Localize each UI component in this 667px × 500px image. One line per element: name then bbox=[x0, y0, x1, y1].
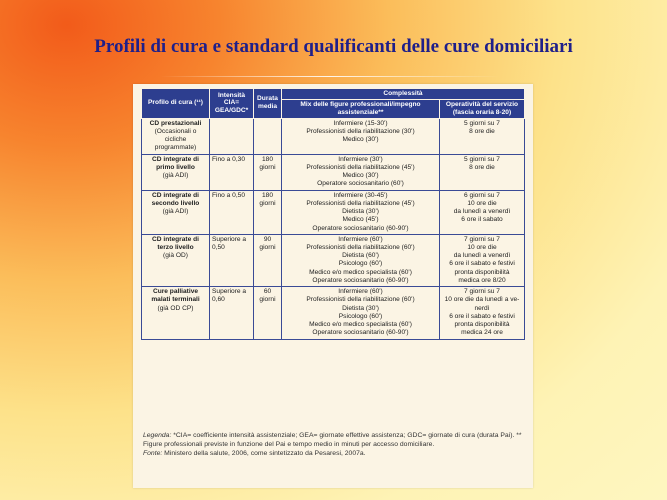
cell-profilo bbox=[142, 234, 210, 286]
legend-text: *CIA= coefficiente intensità assistenziale; GEA= giornate effettive assistenza; GDC= giornate di cura (durata Pai). ** Figure professionali previste in funzione del Pai e tempo medio in minuti per accesso domiciliare. bbox=[143, 432, 522, 448]
mix-item: Medico (45') bbox=[342, 216, 379, 224]
cell-operativita bbox=[440, 154, 525, 190]
mix-item: Dietista (30') bbox=[342, 208, 379, 216]
operativita-item: 6 ore il sabato e festivi bbox=[449, 312, 515, 320]
profilo-note: (già ADI) bbox=[162, 208, 189, 216]
cell-operativita bbox=[440, 234, 525, 286]
cell-mix bbox=[282, 118, 440, 154]
mix-item: Infermiere (30-45') bbox=[333, 191, 388, 199]
operativita-item: 10 ore die bbox=[467, 244, 497, 251]
profilo-name: Cure palliative malati terminali bbox=[151, 288, 200, 304]
mix-item: Professionisti della riabilitazione (45') bbox=[306, 199, 415, 207]
header-operativita: Operatività del servizio (fascia oraria 8-20) bbox=[440, 99, 525, 118]
operativita-item: da lunedì a venerdì bbox=[453, 252, 511, 260]
profilo-name: CD integrate di terzo livello bbox=[152, 235, 199, 251]
operativita-item: pronta disponibilità bbox=[454, 268, 510, 276]
mix-item: Medico e/o medico specialista (60') bbox=[309, 268, 412, 276]
mix-item: Dietista (30') bbox=[342, 304, 379, 312]
operativita-item: 6 giorni su 7 bbox=[464, 191, 500, 199]
table-row bbox=[142, 287, 525, 339]
cell-durata: 60 giorni bbox=[254, 287, 282, 339]
operativita-item: 6 ore il sabato bbox=[461, 216, 503, 224]
source-label: Fonte: bbox=[143, 449, 163, 457]
mix-item: Medico e/o medico specialista (60') bbox=[309, 321, 412, 329]
operativita-item: 6 ore il sabato e festivi bbox=[449, 260, 515, 268]
mix-item: Operatore sociosanitario (60-90') bbox=[312, 224, 409, 232]
care-profiles-table bbox=[141, 88, 525, 340]
legend-label: Legenda: bbox=[143, 432, 172, 439]
header-profilo: Profilo di cura (¹¹) bbox=[142, 89, 210, 119]
mix-item: Dietista (60') bbox=[342, 252, 379, 260]
cell-intensita: Superiore a 0,50 bbox=[210, 234, 254, 286]
cell-profilo bbox=[142, 287, 210, 339]
operativita-item: 7 giorni su 7 bbox=[464, 288, 500, 296]
mix-item: Medico (30') bbox=[342, 172, 379, 180]
mix-item: Infermiere (60') bbox=[338, 235, 383, 243]
profilo-note: cicliche bbox=[164, 136, 187, 144]
cell-profilo bbox=[142, 154, 210, 190]
profilo-name: CD integrate di secondo livello bbox=[151, 191, 200, 207]
operativita-item: 10 ore die bbox=[467, 199, 497, 207]
cell-profilo bbox=[142, 118, 210, 154]
mix-item: Operatore sociosanitario (60-90') bbox=[312, 276, 409, 284]
cell-intensita: Superiore a 0,60 bbox=[210, 287, 254, 339]
cell-operativita bbox=[440, 190, 525, 234]
operativita-item: 8 ore die bbox=[469, 163, 495, 171]
operativita-item: medica 24 ore bbox=[461, 329, 503, 337]
profilo-name: CD prestazionali bbox=[149, 119, 202, 127]
mix-item: Professionisti della riabilitazione (30') bbox=[306, 127, 415, 135]
operativita-item: 10 ore die da lunedì a ve- bbox=[444, 296, 520, 304]
slide-title: Profili di cura e standard qualificanti delle cure domiciliari bbox=[94, 36, 573, 57]
operativita-item: 8 ore die bbox=[469, 127, 495, 135]
mix-item: Infermiere (15-30') bbox=[333, 119, 388, 127]
profilo-note: (già OD CP) bbox=[157, 304, 194, 312]
profilo-note: programmate) bbox=[154, 144, 197, 152]
table-row bbox=[142, 190, 525, 234]
profilo-note: (Occasionali o bbox=[154, 127, 197, 135]
profilo-name: CD integrate di primo livello bbox=[152, 155, 199, 171]
cell-operativita bbox=[440, 118, 525, 154]
profilo-note: (già ADI) bbox=[162, 172, 189, 180]
header-mix: Mix delle figure professionali/impegno assistenziale** bbox=[282, 99, 440, 118]
operativita-item: 7 giorni su 7 bbox=[464, 235, 500, 243]
mix-item: Psicologo (60') bbox=[338, 260, 383, 268]
title-divider bbox=[160, 76, 500, 77]
mix-item: Professionisti della riabilitazione (45') bbox=[306, 163, 415, 171]
header-intensita-sub: CIA= GEA/GDC* bbox=[214, 99, 249, 115]
cell-profilo bbox=[142, 190, 210, 234]
cell-durata: 90 giorni bbox=[254, 234, 282, 286]
mix-item: Medico (30') bbox=[342, 136, 379, 144]
cell-durata: 180 giorni bbox=[254, 190, 282, 234]
mix-item: Operatore sociosanitario (60-90') bbox=[312, 329, 409, 337]
cell-intensita bbox=[210, 118, 254, 154]
operativita-item: medica ore 8/20 bbox=[458, 276, 506, 284]
operativita-item: nerdì bbox=[474, 304, 490, 312]
cell-operativita bbox=[440, 287, 525, 339]
operativita-item: da lunedì a venerdì bbox=[453, 208, 511, 216]
source-text: Ministero della salute, 2006, come sintetizzato da Pesaresi, 2007a. bbox=[164, 449, 366, 457]
mix-item: Professionisti della riabilitazione (60') bbox=[306, 244, 415, 251]
cell-mix bbox=[282, 287, 440, 339]
header-intensita bbox=[210, 89, 254, 119]
mix-item: Operatore sociosanitario (60') bbox=[317, 180, 404, 188]
operativita-item: 5 giorni su 7 bbox=[464, 119, 500, 127]
cell-intensita: Fino a 0,50 bbox=[210, 190, 254, 234]
cell-durata bbox=[254, 118, 282, 154]
table-row bbox=[142, 154, 525, 190]
cell-mix bbox=[282, 234, 440, 286]
mix-item: Infermiere (60') bbox=[338, 288, 383, 296]
operativita-item: 5 giorni su 7 bbox=[464, 155, 500, 163]
cell-mix bbox=[282, 190, 440, 234]
cell-intensita: Fino a 0,30 bbox=[210, 154, 254, 190]
mix-item: Infermiere (30') bbox=[338, 155, 383, 163]
table-row bbox=[142, 118, 525, 154]
legend bbox=[143, 432, 523, 458]
cell-durata: 180 giorni bbox=[254, 154, 282, 190]
table-row bbox=[142, 234, 525, 286]
mix-item: Psicologo (60') bbox=[338, 312, 383, 320]
header-intensita-label: Intensità bbox=[217, 91, 246, 99]
operativita-item: pronta disponibilità bbox=[454, 321, 510, 329]
mix-item: Professionisti della riabilitazione (60') bbox=[306, 296, 415, 304]
cell-mix bbox=[282, 154, 440, 190]
scanned-table-image bbox=[133, 84, 533, 488]
header-complessita: Complessità bbox=[282, 89, 525, 100]
header-durata: Durata media bbox=[254, 89, 282, 119]
profilo-note: (già OD) bbox=[163, 252, 188, 260]
